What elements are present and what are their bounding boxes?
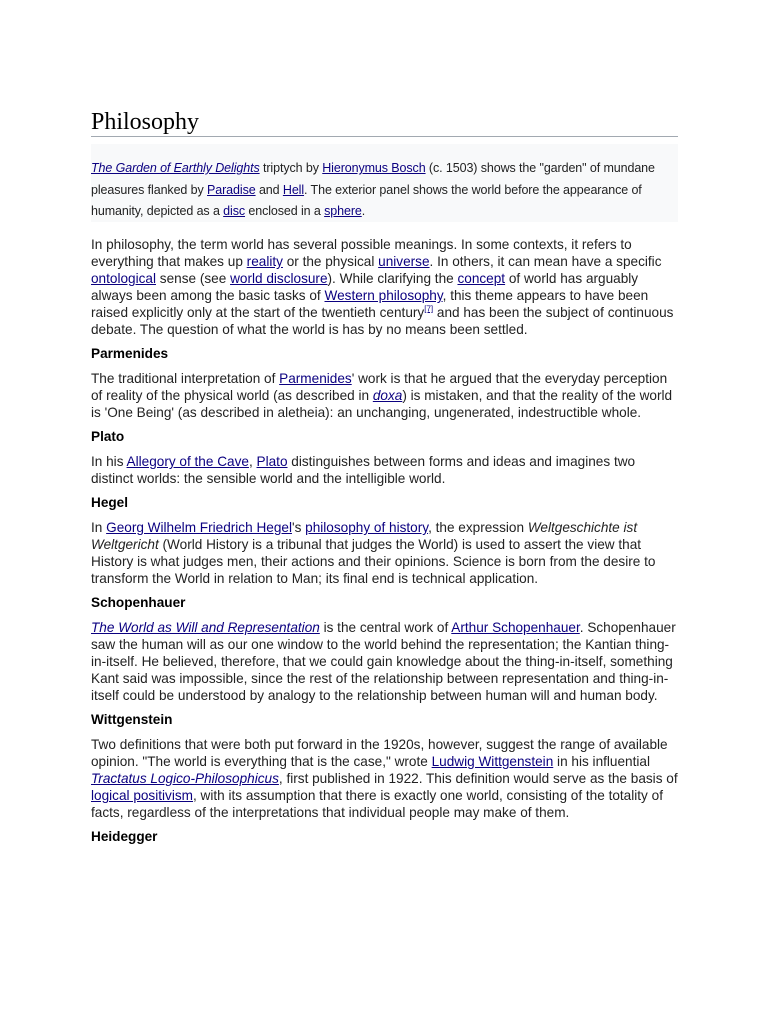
text: The traditional interpretation of <box>91 371 280 386</box>
text: in his influential <box>553 754 650 769</box>
section-heading-heidegger: Heidegger <box>91 829 158 844</box>
text: In <box>91 520 107 535</box>
caption-text: (c. 1503) shows the "garden" of mundane pleasures flanked by <box>91 161 655 197</box>
text: , with its assumption that there is exactly one world, consisting of the totality of facts, regardless of the interpretations that individual people may make of them. <box>91 788 663 820</box>
plato-paragraph <box>91 453 681 487</box>
section-heading-wittgenstein: Wittgenstein <box>91 712 173 727</box>
text: of world has arguably always been among the basic tasks of <box>91 271 639 303</box>
link-tractatus[interactable]: Tractatus Logico-Philosophicus <box>91 771 279 786</box>
link-allegory-of-the-cave[interactable]: Allegory of the Cave <box>126 454 249 469</box>
text: , first published in 1922. This definition would serve as the basis of <box>278 771 678 786</box>
link-western-philosophy[interactable]: Western philosophy <box>324 288 443 303</box>
parmenides-paragraph <box>91 370 681 421</box>
caption-text: enclosed in a <box>245 204 325 219</box>
image-caption <box>91 144 678 222</box>
link-sphere[interactable]: sphere <box>324 204 362 219</box>
link-universe[interactable]: universe <box>378 254 430 269</box>
link-logical-positivism[interactable]: logical positivism <box>91 788 193 803</box>
link-world-disclosure[interactable]: world disclosure <box>230 271 328 286</box>
text: is the central work of <box>319 620 452 635</box>
section-heading-plato: Plato <box>91 429 125 444</box>
caption-text: and <box>255 182 283 197</box>
link-world-as-will[interactable]: The World as Will and Representation <box>91 620 320 635</box>
link-garden-of-earthly-delights[interactable]: The Garden of Earthly Delights <box>91 161 260 175</box>
text: ). While clarifying the <box>327 271 458 286</box>
link-concept[interactable]: concept <box>457 271 506 286</box>
link-paradise[interactable]: Paradise <box>207 182 256 197</box>
text: ' work is that he argued that the everyday perception of reality of the physical world (as described in <box>91 371 668 403</box>
text: sense (see <box>156 271 231 286</box>
link-hegel[interactable]: Georg Wilhelm Friedrich Hegel <box>106 520 292 535</box>
text: distinguishes between forms and ideas and imagines two distinct worlds: the sensible world and the intelligible world. <box>91 454 636 486</box>
link-plato[interactable]: Plato <box>256 454 288 469</box>
text: , <box>248 454 257 469</box>
text: or the physical <box>282 254 379 269</box>
text: Two definitions that were both put forward in the 1920s, however, suggest the range of available opinion. "The world is everything that is the case," wrote <box>91 737 668 769</box>
section-heading-hegel: Hegel <box>91 495 129 510</box>
italic-text: Weltgeschichte ist Weltgericht <box>91 520 638 552</box>
text: (World History is a tribunal that judges the World) is used to assert the view that History is what judges men, their actions and their opinions. Science is born from the desire to transform the World in relation to Man; its final end is technical application. <box>91 537 656 586</box>
text: In philosophy, the term world has several possible meanings. In some contexts, it refers to everything that makes up <box>91 237 632 269</box>
link-parmenides[interactable]: Parmenides <box>279 371 352 386</box>
text: In his <box>91 454 127 469</box>
schopenhauer-paragraph <box>91 619 681 704</box>
text: . Schopenhauer saw the human will as our one window to the world behind the representation; the Kantian thing-in-itself. He believed, therefore, that we could gain knowledge about the thing-in-itself, something Kant said was impossible, since the rest of the relationship between representation and thing-in-itself could be understood by analogy to the relationship between human will and human body. <box>91 620 676 703</box>
link-hell[interactable]: Hell <box>282 182 305 197</box>
text: ) is mistaken, and that the reality of the world is 'One Being' (as described in aletheia): an unchanging, ungenerated, indestructible whole. <box>91 388 673 420</box>
caption-text: triptych by <box>259 161 323 175</box>
text: , this theme appears to have been raised explicitly only at the start of the twentieth century <box>91 288 649 320</box>
caption-text: . The exterior panel shows the world before the appearance of humanity, depicted as a <box>91 182 642 219</box>
section-heading-schopenhauer: Schopenhauer <box>91 595 186 610</box>
text: . In others, it can mean have a specific <box>429 254 662 269</box>
link-ontological[interactable]: ontological <box>91 271 156 286</box>
text: 's <box>291 520 306 535</box>
citation-link[interactable]: [7] <box>424 304 434 314</box>
text: and has been the subject of continuous debate. The question of what the world is has by no means been settled. <box>91 305 674 337</box>
link-philosophy-of-history[interactable]: philosophy of history <box>305 520 429 535</box>
link-arthur-schopenhauer[interactable]: Arthur Schopenhauer <box>451 620 580 635</box>
link-ludwig-wittgenstein[interactable]: Ludwig Wittgenstein <box>431 754 554 769</box>
link-doxa[interactable]: doxa <box>372 388 403 403</box>
link-hieronymus-bosch[interactable]: Hieronymus Bosch <box>322 161 426 175</box>
link-disc[interactable]: disc <box>223 204 246 219</box>
caption-text: . <box>361 204 366 219</box>
section-heading-parmenides: Parmenides <box>91 346 169 361</box>
page-title: Philosophy <box>91 108 678 137</box>
link-reality[interactable]: reality <box>246 254 283 269</box>
wittgenstein-paragraph <box>91 736 681 821</box>
article-body <box>91 236 681 853</box>
intro-paragraph <box>91 236 681 338</box>
hegel-paragraph <box>91 519 681 587</box>
text: , the expression <box>428 520 528 535</box>
